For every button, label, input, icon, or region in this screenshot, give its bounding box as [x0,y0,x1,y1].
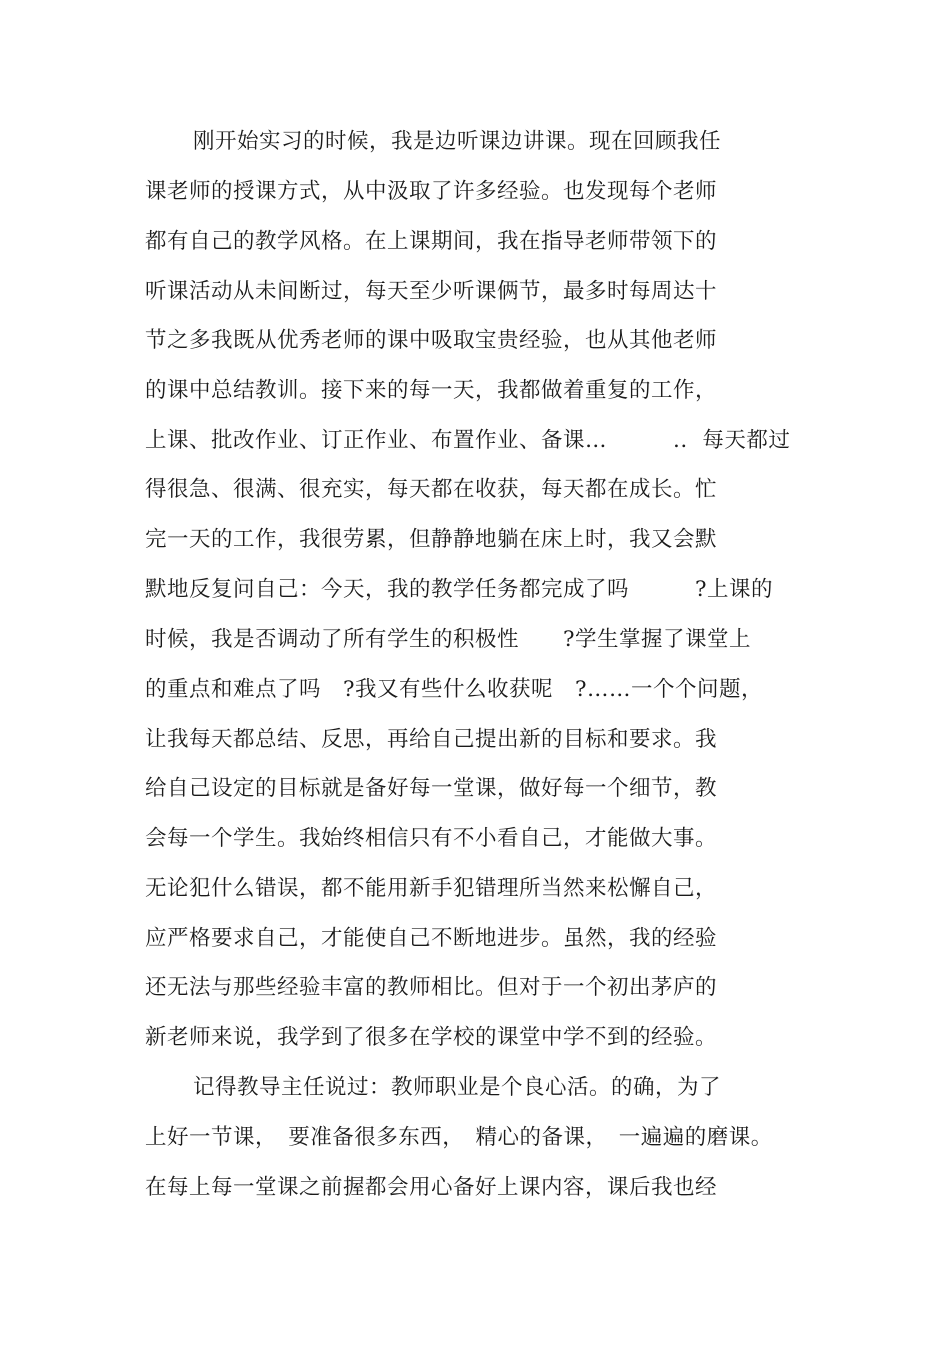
paragraph-2-line-1: 记得教导主任说过：教师职业是个良心活。的确，为了 [193,1075,722,1100]
paragraph-1-line-2: 课老师的授课方式，从中汲取了许多经验。也发现每个老师 [145,179,718,204]
paragraph-1-line-9: 完一天的工作，我很劳累，但静静地躺在床上时，我又会默 [145,527,718,552]
paragraph-1-line-15: 会每一个学生。我始终相信只有不小看自己，才能做大事。 [145,826,718,851]
paragraph-2-line-3: 在每上每一堂课之前握都会用心备好上课内容，课后我也经 [145,1175,718,1200]
paragraph-1-line-11: 时候，我是否调动了所有学生的积极性 ?学生掌握了课堂上 [145,627,752,652]
paragraph-1-line-6: 的课中总结教训。接下来的每一天，我都做着重复的工作， [145,378,718,403]
paragraph-1-line-17: 应严格要求自己，才能使自己不断地进步。虽然，我的经验 [145,926,718,951]
paragraph-1-line-7: 上课、批改作业、订正作业、布置作业、备课… .. 每天都过 [145,428,791,453]
paragraph-2-line-2: 上好一节课， 要准备很多东西， 精心的备课， 一遍遍的磨课。 [145,1125,773,1150]
paragraph-1-line-8: 得很急、很满、很充实，每天都在收获，每天都在成长。忙 [145,477,718,502]
paragraph-1-line-13: 让我每天都总结、反思，再给自己提出新的目标和要求。我 [145,727,718,752]
paragraph-1-line-1: 刚开始实习的时候，我是边听课边讲课。现在回顾我任 [193,129,722,154]
paragraph-1-line-16: 无论犯什么错误，都不能用新手犯错理所当然来松懈自己， [145,876,718,901]
paragraph-1-line-10: 默地反复问自己：今天，我的教学任务都完成了吗 ?上课的 [145,577,774,602]
paragraph-1-line-5: 节之多我既从优秀老师的课中吸取宝贵经验，也从其他老师 [145,328,718,353]
paragraph-1-line-14: 给自己设定的目标就是备好每一堂课，做好每一个细节，教 [145,776,718,801]
paragraph-1-line-4: 听课活动从未间断过，每天至少听课俩节，最多时每周达十 [145,279,718,304]
paragraph-1-line-18: 还无法与那些经验丰富的教师相比。但对于一个初出茅庐的 [145,975,718,1000]
paragraph-1-line-3: 都有自己的教学风格。在上课期间，我在指导老师带领下的 [145,229,718,254]
paragraph-1-line-19: 新老师来说，我学到了很多在学校的课堂中学不到的经验。 [145,1025,718,1050]
paragraph-1-line-12: 的重点和难点了吗 ?我又有些什么收获呢 ?……一个个问题， [145,677,764,702]
